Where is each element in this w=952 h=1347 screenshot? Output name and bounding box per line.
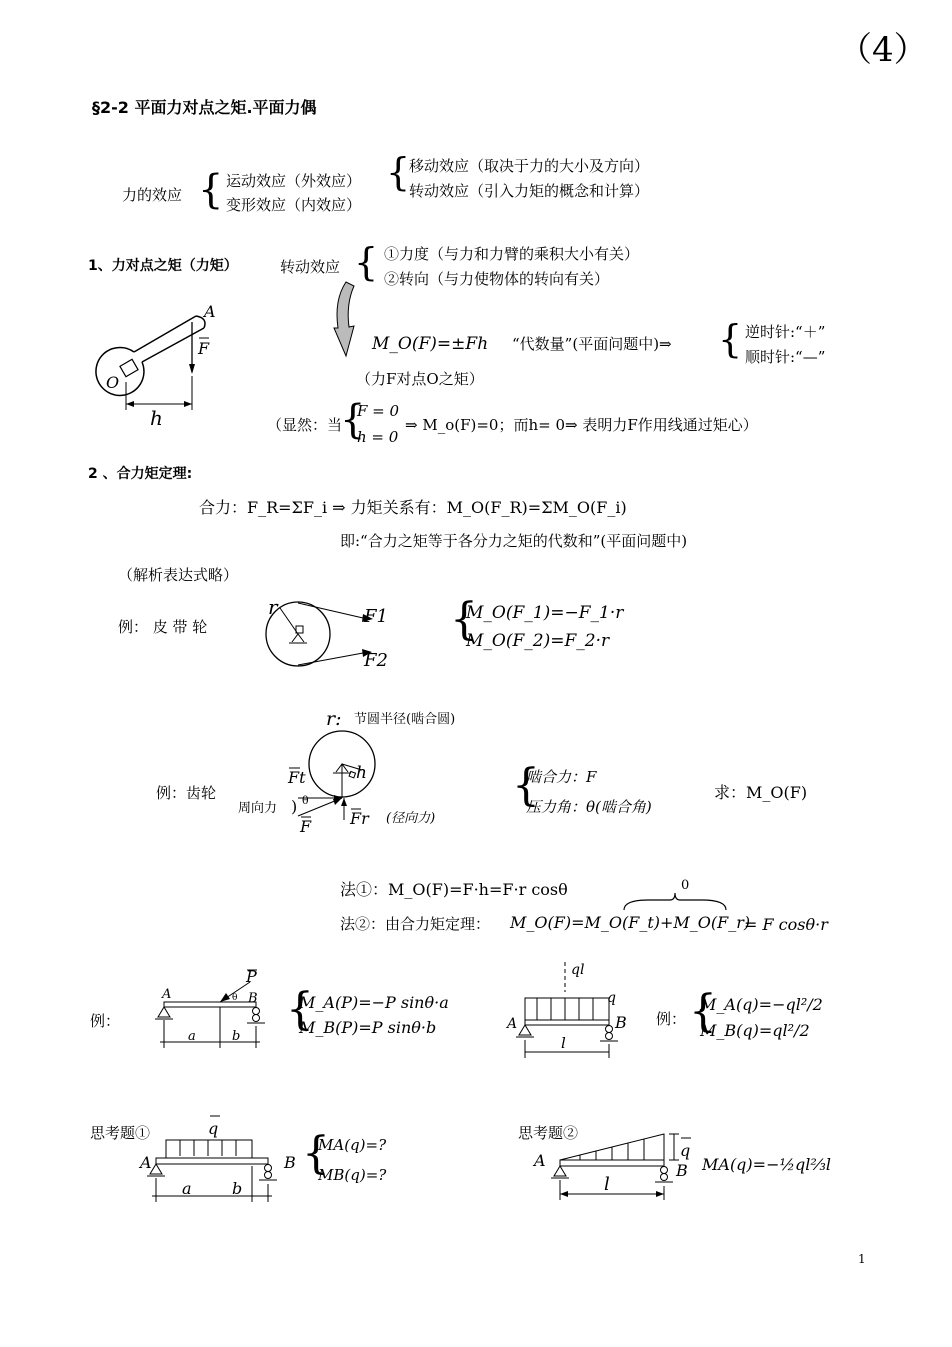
think1-q: q: [208, 1119, 219, 1138]
theorem-resultant: 合力：F_R=ΣF_i ⇒ 力矩关系有：M_O(F_R)=ΣM_O(F_i): [199, 498, 627, 517]
brace: {: [286, 984, 314, 1035]
brace: {: [512, 760, 540, 811]
overbrace-zero: 0: [681, 878, 690, 893]
method-2-eq: M_O(F)=M_O(F_t)+M_O(F_r): [510, 913, 751, 932]
moment-heading: 1、力对点之矩（力矩）: [88, 258, 238, 274]
gear-find: 求：M_O(F): [714, 783, 808, 802]
think1-figure: [136, 1112, 306, 1212]
obvious-mid: ⇒ M_o(F)=0；而h= 0⇒ 表明力F作用线通过矩心）: [405, 416, 758, 434]
brace: {: [340, 397, 366, 443]
ex4-q: q: [607, 990, 616, 1006]
overbrace: [622, 890, 728, 912]
ex3-a: A: [162, 987, 172, 1002]
belt-f2: F2: [364, 650, 388, 671]
brace: {: [302, 1128, 330, 1179]
ex4-b: B: [615, 1013, 627, 1032]
think1-a: A: [140, 1153, 152, 1172]
wrench-label-h: h: [150, 406, 163, 430]
ex4-l: l: [561, 1034, 566, 1052]
brace: {: [689, 986, 717, 1037]
ex3-b-dim: b: [232, 1029, 241, 1044]
ex3-a-dim: a: [188, 1029, 196, 1044]
theorem-omitted: （解析表达式略）: [118, 566, 239, 584]
think2-b: B: [676, 1161, 688, 1180]
brace: {: [386, 150, 411, 194]
theorem-heading: 2 、合力矩定理:: [88, 466, 193, 482]
moment-formula: M_O(F)=±Fh: [372, 334, 489, 354]
ex4-a: A: [507, 1016, 518, 1032]
ex3-eq1: M_A(P)=−P sinθ·a: [299, 993, 449, 1012]
ex4-eq1: M_A(q)=−ql²/2: [700, 995, 823, 1014]
gear-tangential: 周向力: [238, 801, 278, 816]
wrench-figure: [100, 300, 230, 430]
brace: {: [354, 240, 379, 284]
gear-f: F: [300, 817, 312, 836]
section-title: §2-2 平面力对点之矩.平面力偶: [92, 98, 317, 117]
method-1: 法①：M_O(F)=F·h=F·r cosθ: [340, 880, 568, 899]
wrench-label-o: O: [106, 373, 120, 392]
ex4-ql: ql: [571, 962, 585, 978]
curved-arrow-icon: [332, 280, 362, 360]
think2-eq: MA(q)=−½ql⅔l: [702, 1155, 831, 1174]
effect-deform: 变形效应（内效应）: [226, 196, 362, 214]
think2-l: l: [604, 1174, 610, 1195]
moment-item-1: ①力度（与力和力臂的乘积大小有关）: [384, 245, 640, 263]
belt-r: r: [268, 595, 278, 619]
ex3-b: B: [248, 991, 258, 1006]
think1-eq2: MB(q)=?: [318, 1166, 387, 1184]
moment-item-2: ②转向（与力使物体的转向有关）: [384, 270, 610, 288]
gear-radial: (径向力): [386, 811, 436, 826]
wrench-label-f: F: [198, 339, 210, 358]
cond-h: h = 0: [357, 428, 399, 446]
gear-meshing-force: 啮合力：F: [526, 768, 597, 786]
think1-a-dim: a: [182, 1179, 192, 1198]
page-number: 1: [858, 1252, 866, 1266]
belt-label: 例： 皮 带 轮: [118, 618, 208, 636]
moment-caption: （力F对点O之矩）: [356, 370, 484, 388]
brace: {: [718, 317, 743, 361]
page-label: （4）: [838, 30, 928, 70]
sign-cw: 顺时针:“—”: [745, 348, 826, 366]
effects-label: 力的效应: [122, 186, 183, 204]
gear-label: 例：齿轮: [156, 784, 217, 802]
wrench-label-a: A: [204, 302, 216, 321]
think1-eq1: MA(q)=?: [318, 1136, 387, 1154]
ex4-eq2: M_B(q)=ql²/2: [700, 1021, 810, 1040]
belt-pulley-figure: [258, 596, 408, 676]
gear-fr: Fr: [350, 809, 369, 828]
effect-rotate: 转动效应（引入力矩的概念和计算）: [409, 182, 650, 200]
belt-f1: F1: [364, 606, 388, 627]
example4-label: 例：: [656, 1010, 687, 1028]
theorem-statement: 即:“合力之矩等于各分力之矩的代数和”(平面问题中): [340, 532, 688, 550]
obvious-prefix: （显然：当: [267, 416, 343, 434]
think2-label: 思考题②: [518, 1124, 579, 1142]
think1-b-dim: b: [232, 1179, 243, 1198]
gear-figure: [236, 728, 466, 840]
svg-text:): ): [291, 797, 298, 816]
method-2-prefix: 法②：由合力矩定理：: [340, 915, 491, 933]
algebraic-note: “代数量”(平面问题中)⇒: [512, 335, 672, 353]
effect-translate: 移动效应（取决于力的大小及方向）: [409, 157, 650, 175]
example3-label: 例：: [90, 1012, 121, 1030]
gear-pressure-angle: 压力角：θ(啮合角): [526, 798, 652, 816]
ex3-theta: θ: [232, 993, 238, 1003]
gear-ft: Ft: [288, 768, 306, 787]
think1-b: B: [284, 1153, 296, 1172]
think2-q: q: [680, 1141, 691, 1160]
brace: {: [450, 594, 478, 645]
cond-f: F = 0: [357, 402, 400, 420]
belt-eq2: M_O(F_2)=F_2·r: [466, 631, 610, 651]
ex3-p: P: [246, 967, 257, 986]
gear-r-desc: 节圆半径(啮合圆): [354, 712, 456, 727]
gear-r-label: r:: [326, 708, 342, 730]
sign-ccw: 逆时针:“＋”: [745, 323, 826, 341]
beam-p-figure: [152, 968, 272, 1054]
method-2-result: = F cosθ·r: [744, 915, 828, 934]
ex3-eq2: M_B(P)=P sinθ·b: [299, 1018, 437, 1037]
effect-motion: 运动效应（外效应）: [226, 172, 362, 190]
think2-figure: [530, 1128, 710, 1208]
gear-h: h: [356, 763, 367, 783]
brace: {: [198, 167, 224, 213]
think2-a: A: [534, 1151, 546, 1170]
gear-theta: θ: [302, 794, 309, 807]
think1-label: 思考题①: [90, 1124, 151, 1142]
rotation-label: 转动效应: [280, 258, 341, 276]
beam-ql-figure: [505, 958, 635, 1064]
belt-eq1: M_O(F_1)=−F_1·r: [466, 603, 624, 623]
